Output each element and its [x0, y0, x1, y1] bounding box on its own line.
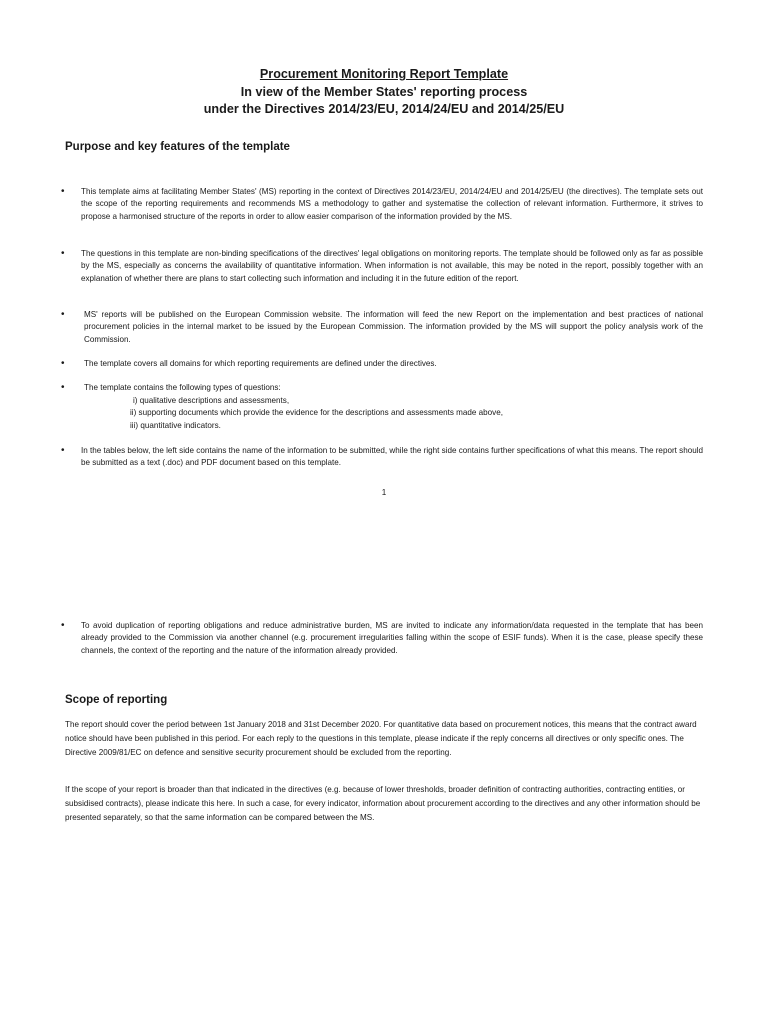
question-type-item: i) qualitative descriptions and assessments, — [133, 396, 290, 405]
scope-paragraph: The report should cover the period between 1st January 2018 and 31st December 2020. For quantitative data based on procurement notices, this means that the contract award notice should have been published in this period. For each reply to the questions in this template, please indicate if the reply concerns all directives or only specific ones. The Directive 2009/81/EC on defence and sensitive security procurement should be excluded from the reporting. — [65, 720, 697, 758]
document-title-block — [0, 66, 768, 119]
list-item-text: In the tables below, the left side contains the name of the information to be submitted, while the right side contains further specifications of what this means. The report should be submitted as a text (.doc) and PDF document based on this template. — [81, 446, 703, 468]
bullet-marker: • — [61, 445, 65, 456]
list-item-text: The template covers all domains for which reporting requirements are defined under the directives. — [84, 359, 437, 368]
list-item-text: The questions in this template are non-binding specifications of the directives' legal obligations on monitoring reports. The template should be followed only as far as possible by the MS, especially as concerns the availability of quantitative information. When information is not available, this may be noted in the report, possibly together with an explanation of whether there are plans to start collecting such information and including it in the future edition of the report. — [81, 249, 703, 283]
scope-paragraph: If the scope of your report is broader than that indicated in the directives (e.g. because of lower thresholds, broader definition of contracting authorities, contracting entities, or subsidised contracts), please indicate this here. In such a case, for every indicator, information about procurement according to the directives and any other information should be presented separately, so that the same information can be compared between the MS. — [65, 785, 701, 823]
bullet-marker: • — [61, 382, 65, 393]
bullet-marker: • — [61, 186, 65, 197]
bullet-marker: • — [61, 620, 65, 631]
page-number: 1 — [381, 488, 387, 497]
list-item-text: To avoid duplication of reporting obligations and reduce administrative burden, MS are invited to indicate any information/data requested in the template that has been already provided to the Commission via another channel (e.g. procurement irregularities falling within the scope of ESIF funds). When it is the case, please specify these channels, the context of the reporting and the nature of the information already provided. — [81, 621, 703, 655]
scope-heading: Scope of reporting — [65, 694, 168, 706]
list-item-text: This template aims at facilitating Member States' (MS) reporting in the context of Directives 2014/23/EU, 2014/24/EU and 2014/25/EU (the directives). The template sets out the scope of the reporting requirements and recommends MS a methodology to gather and systematise the collection of relevant information. Furthermore, it strives to propose a harmonised structure of the reports in order to allow easier comparison of the information provided by the MS. — [81, 187, 703, 221]
question-type-item: ii) supporting documents which provide the evidence for the descriptions and assessments made above, — [130, 408, 503, 417]
purpose-heading: Purpose and key features of the template — [65, 141, 290, 153]
document-title: Procurement Monitoring Report Template — [259, 67, 509, 81]
bullet-marker: • — [61, 358, 65, 369]
question-type-item: iii) quantitative indicators. — [130, 421, 221, 430]
document-subtitle-line2: under the Directives 2014/23/EU, 2014/24/EU and 2014/25/EU — [203, 102, 565, 116]
bullet-marker: • — [61, 309, 65, 320]
list-item-text: MS' reports will be published on the European Commission website. The information will feed the new Report on the implementation and best practices of national procurement policies in the internal market to be issued by the European Commission. The information provided by the MS will support the policy analysis work of the Commission. — [84, 310, 703, 344]
document-subtitle-line1: In view of the Member States' reporting process — [240, 84, 528, 99]
list-item-text: The template contains the following types of questions: — [84, 383, 281, 392]
bullet-marker: • — [61, 248, 65, 259]
